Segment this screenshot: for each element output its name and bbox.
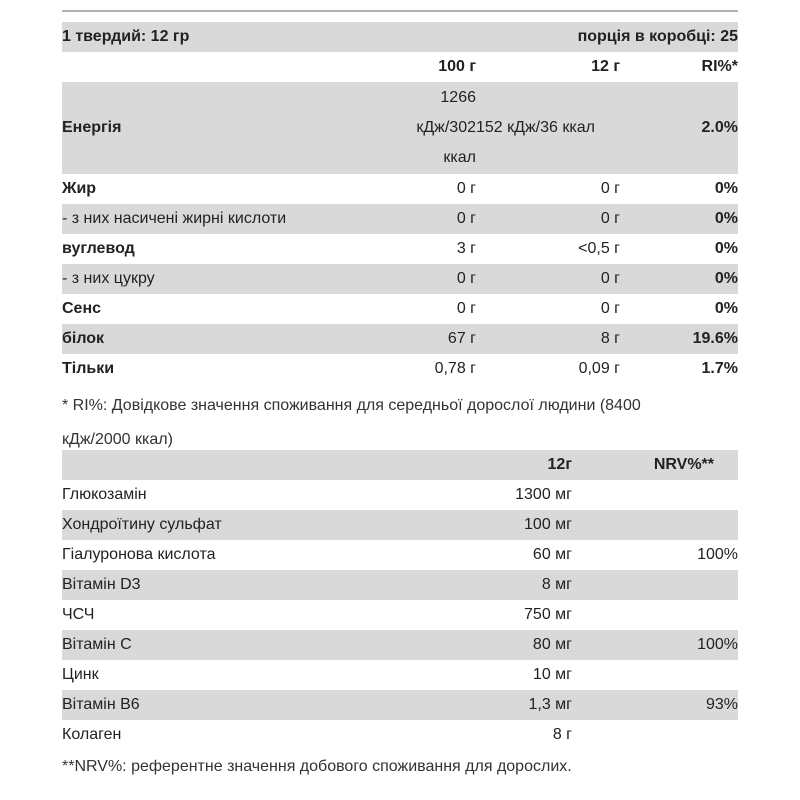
nutrient-per12: 0 г [476, 264, 628, 294]
nutrient-ri: 0% [628, 204, 738, 234]
ingredient-name: Колаген [62, 726, 122, 743]
ingredient-row [62, 480, 738, 510]
ingredient-amount: 60 мг [532, 546, 572, 563]
nutrient-ri: 0% [714, 300, 738, 317]
nutrient-name: вуглевод [62, 240, 135, 257]
nutrient-per12: 0 г [476, 204, 628, 234]
ingredient-nrv [572, 720, 738, 750]
ingredient-name: Хондроїтину сульфат [62, 510, 482, 540]
serving-row [62, 22, 738, 52]
nutrient-name: Жир [62, 180, 97, 197]
header-100g: 100 г [438, 58, 476, 75]
nutrient-row [62, 204, 738, 234]
nutrient-row [62, 354, 738, 384]
ingredient-name: Вітамін С [62, 630, 482, 660]
ingredient-amount: 10 мг [532, 666, 572, 683]
nutrient-per100: 0 г [388, 264, 476, 294]
header-ri: RI%* [701, 58, 738, 75]
ingredient-name: ЧСЧ [62, 606, 95, 623]
nutrient-ri: 1.7% [701, 360, 738, 377]
ingredient-row [62, 660, 738, 690]
nutrient-row [62, 264, 738, 294]
ingredient-amount: 1,3 мг [482, 690, 572, 720]
ingredient-name: Глюкозамін [62, 486, 147, 503]
nutrient-per12: 0 г [600, 180, 620, 197]
nutrient-ri: 19.6% [628, 324, 738, 354]
ingredient-nrv: 100% [697, 546, 738, 563]
ingredient-row [62, 630, 738, 660]
nutrient-per100: 3 г [456, 240, 476, 257]
ingredient-name: Вітамін В6 [62, 690, 482, 720]
nutrient-per100: 0 г [456, 300, 476, 317]
ingredient-nrv [572, 660, 738, 690]
serving-label: 1 твердий: 12 гр [62, 22, 388, 52]
ingredient-name: Цинк [62, 666, 99, 683]
ingredient-row [62, 720, 738, 750]
ingredient-row [62, 690, 738, 720]
ingredient-amount: 8 г [552, 726, 572, 743]
nutrient-per100: 0,78 г [434, 360, 476, 377]
nutrient-row [62, 294, 738, 324]
ingredient-row [62, 570, 738, 600]
nutrient-per12: 0,09 г [578, 360, 620, 377]
energy-per100-line3: ккал [443, 149, 476, 166]
header-row [62, 52, 738, 82]
ingredient-amount: 1300 мг [515, 486, 572, 503]
ingredient-nrv [572, 570, 738, 600]
ingredient-amount: 750 мг [524, 606, 572, 623]
ingredient-nrv [572, 600, 738, 630]
energy-ri: 2.0% [628, 82, 738, 174]
header-amount: 12г [482, 450, 572, 480]
ingredient-amount: 100 мг [482, 510, 572, 540]
energy-per12: 152 кДж/36 ккал [476, 82, 628, 174]
energy-per100-line1: 1266 [440, 89, 476, 106]
ri-footnote: * RI%: Довідкове значення споживання для середньої дорослої людини (8400 кДж/2000 ккал) [62, 397, 641, 448]
nutrient-name: - з них насичені жирні кислоти [62, 204, 388, 234]
nutrient-per100: 0 г [388, 204, 476, 234]
nutrient-row [62, 324, 738, 354]
nutrient-per100: 0 г [456, 180, 476, 197]
nutrient-per12: 0 г [600, 300, 620, 317]
ingredient-nrv: 100% [572, 630, 738, 660]
nutrient-name: білок [62, 324, 388, 354]
header-12g: 12 г [591, 58, 620, 75]
ingredients-table [62, 450, 738, 750]
ingredient-nrv [572, 480, 738, 510]
ingredient-nrv [572, 510, 738, 540]
nutrient-per12: 8 г [476, 324, 628, 354]
energy-row [62, 82, 738, 174]
nrv-footnote: **NRV%: референтне значення добового споживання для дорослих. [62, 758, 572, 775]
top-divider [62, 10, 738, 12]
portions-label: порція в коробці: 25 [388, 22, 738, 52]
ingredient-nrv: 93% [572, 690, 738, 720]
nutrient-ri: 0% [714, 180, 738, 197]
ingredient-name: Вітамін D3 [62, 570, 482, 600]
energy-per100-line2: кДж/302 [416, 119, 476, 136]
nutrient-per100: 67 г [388, 324, 476, 354]
ingredient-row [62, 600, 738, 630]
energy-per100 [388, 82, 476, 174]
nutrition-table [62, 22, 738, 384]
nutrient-name: Тільки [62, 360, 115, 377]
nutrient-name: - з них цукру [62, 264, 388, 294]
energy-name: Енергія [62, 82, 388, 174]
ingredient-row [62, 540, 738, 570]
nutrient-ri: 0% [628, 264, 738, 294]
ingredient-row [62, 510, 738, 540]
nutrient-per12: <0,5 г [578, 240, 620, 257]
nutrient-row [62, 174, 738, 204]
header-nrv: NRV%** [572, 450, 738, 480]
ingredient-amount: 80 мг [482, 630, 572, 660]
ingredient-amount: 8 мг [482, 570, 572, 600]
nutrient-name: Сенс [62, 300, 102, 317]
ingredient-name: Гіалуронова кислота [62, 546, 216, 563]
ingredients-header-row [62, 450, 738, 480]
nutrient-ri: 0% [714, 240, 738, 257]
nutrient-row [62, 234, 738, 264]
